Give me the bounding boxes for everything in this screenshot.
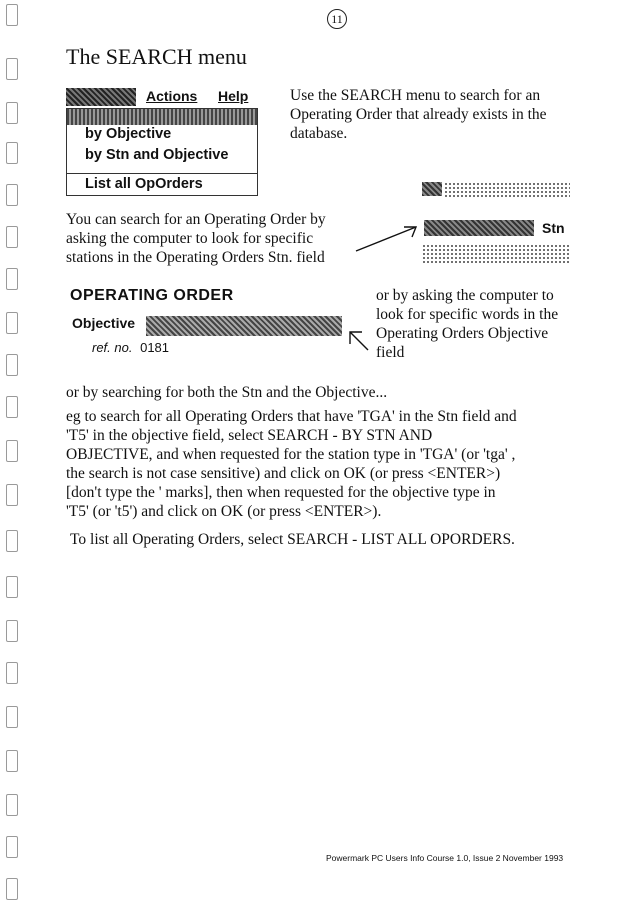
ref-value: 0181 <box>140 340 170 355</box>
menu-bar <box>66 86 258 108</box>
stn-explain-line: stations in the Operating Orders Stn. field <box>66 249 325 266</box>
arrow-to-stn-icon <box>354 222 420 254</box>
page-title: The SEARCH menu <box>66 44 247 69</box>
ref-label: ref. no. <box>92 340 133 355</box>
intro-line: Operating Order that already exists in the <box>290 106 547 123</box>
example-paragraph <box>66 407 517 521</box>
binder-hole <box>6 794 18 816</box>
binder-hole <box>6 58 18 80</box>
example-line: [don't type the ' marks], then when requested for the objective type in <box>66 484 496 501</box>
dotted-area <box>422 244 570 264</box>
binder-hole <box>6 312 18 334</box>
binder-hole <box>6 530 18 552</box>
binder-hole <box>6 184 18 206</box>
menu-actions[interactable]: Actions <box>146 88 198 104</box>
binder-hole <box>6 268 18 290</box>
intro-line: Use the SEARCH menu to search for an <box>290 87 541 104</box>
menu-item-by-stn-and-objective[interactable]: by Stn and Objective <box>85 147 229 163</box>
ref-no <box>92 340 169 355</box>
menu-separator <box>67 173 257 174</box>
search-dropdown <box>66 108 258 196</box>
binder-hole <box>6 620 18 642</box>
binder-hole <box>6 484 18 506</box>
stn-field-illustration <box>422 182 572 264</box>
obj-explain-line: or by asking the computer to <box>376 287 554 304</box>
binder-hole <box>6 662 18 684</box>
binder-hole <box>6 750 18 772</box>
example-line: 'T5' (or 't5') and click on OK (or press <ENTER>). <box>66 503 382 520</box>
stn-explanation <box>66 210 326 267</box>
obj-explain-line: field <box>376 344 405 361</box>
search-menu-illustration <box>66 86 258 196</box>
binder-hole <box>6 576 18 598</box>
stn-explain-line: You can search for an Operating Order by <box>66 211 326 228</box>
search-menu-highlight <box>66 88 136 106</box>
intro-line: database. <box>290 125 348 142</box>
example-line: 'T5' in the objective field, select SEARCH - BY STN AND <box>66 427 433 444</box>
objective-explanation <box>376 286 558 362</box>
example-line: the search is not case sensitive) and click on OK (or press <ENTER>) <box>66 465 501 482</box>
arrow-to-objective-icon <box>346 328 372 354</box>
stn-explain-line: asking the computer to look for specific <box>66 230 314 247</box>
menu-item-by-stn-highlighted[interactable] <box>67 109 257 125</box>
binder-hole <box>6 836 18 858</box>
binder-hole <box>6 142 18 164</box>
example-line: eg to search for all Operating Orders that have 'TGA' in the Stn field and <box>66 408 517 425</box>
binder-hole <box>6 396 18 418</box>
binder-hole <box>6 706 18 728</box>
binder-hole <box>6 226 18 248</box>
example-line: OBJECTIVE, and when requested for the station type in 'TGA' (or 'tga' , <box>66 446 516 463</box>
stn-label: Stn <box>542 220 565 236</box>
binder-hole <box>6 440 18 462</box>
dotted-area <box>444 182 570 198</box>
page-number: 11 <box>327 9 347 29</box>
objective-label: Objective <box>72 315 136 331</box>
menu-item-list-all[interactable]: List all OpOrders <box>85 176 203 192</box>
footer: Powermark PC Users Info Course 1.0, Issue 2 November 1993 <box>326 853 564 863</box>
menu-help[interactable]: Help <box>218 88 249 104</box>
intro-text <box>290 86 547 143</box>
menu-item-by-objective[interactable]: by Objective <box>85 126 172 142</box>
obj-explain-line: look for specific words in the <box>376 306 559 323</box>
binder-hole <box>6 354 18 376</box>
binder-hole <box>6 4 18 26</box>
both-line: or by searching for both the Stn and the Objective... <box>66 384 388 401</box>
form-icon <box>422 182 442 196</box>
obj-explain-line: Operating Orders Objective <box>376 325 549 342</box>
list-all-paragraph: To list all Operating Orders, select SEARCH - LIST ALL OPORDERS. <box>70 531 515 548</box>
objective-input-field <box>146 316 342 336</box>
binder-hole <box>6 878 18 900</box>
stn-input-field <box>424 220 534 236</box>
operating-order-title: OPERATING ORDER <box>70 287 234 304</box>
binder-hole <box>6 102 18 124</box>
